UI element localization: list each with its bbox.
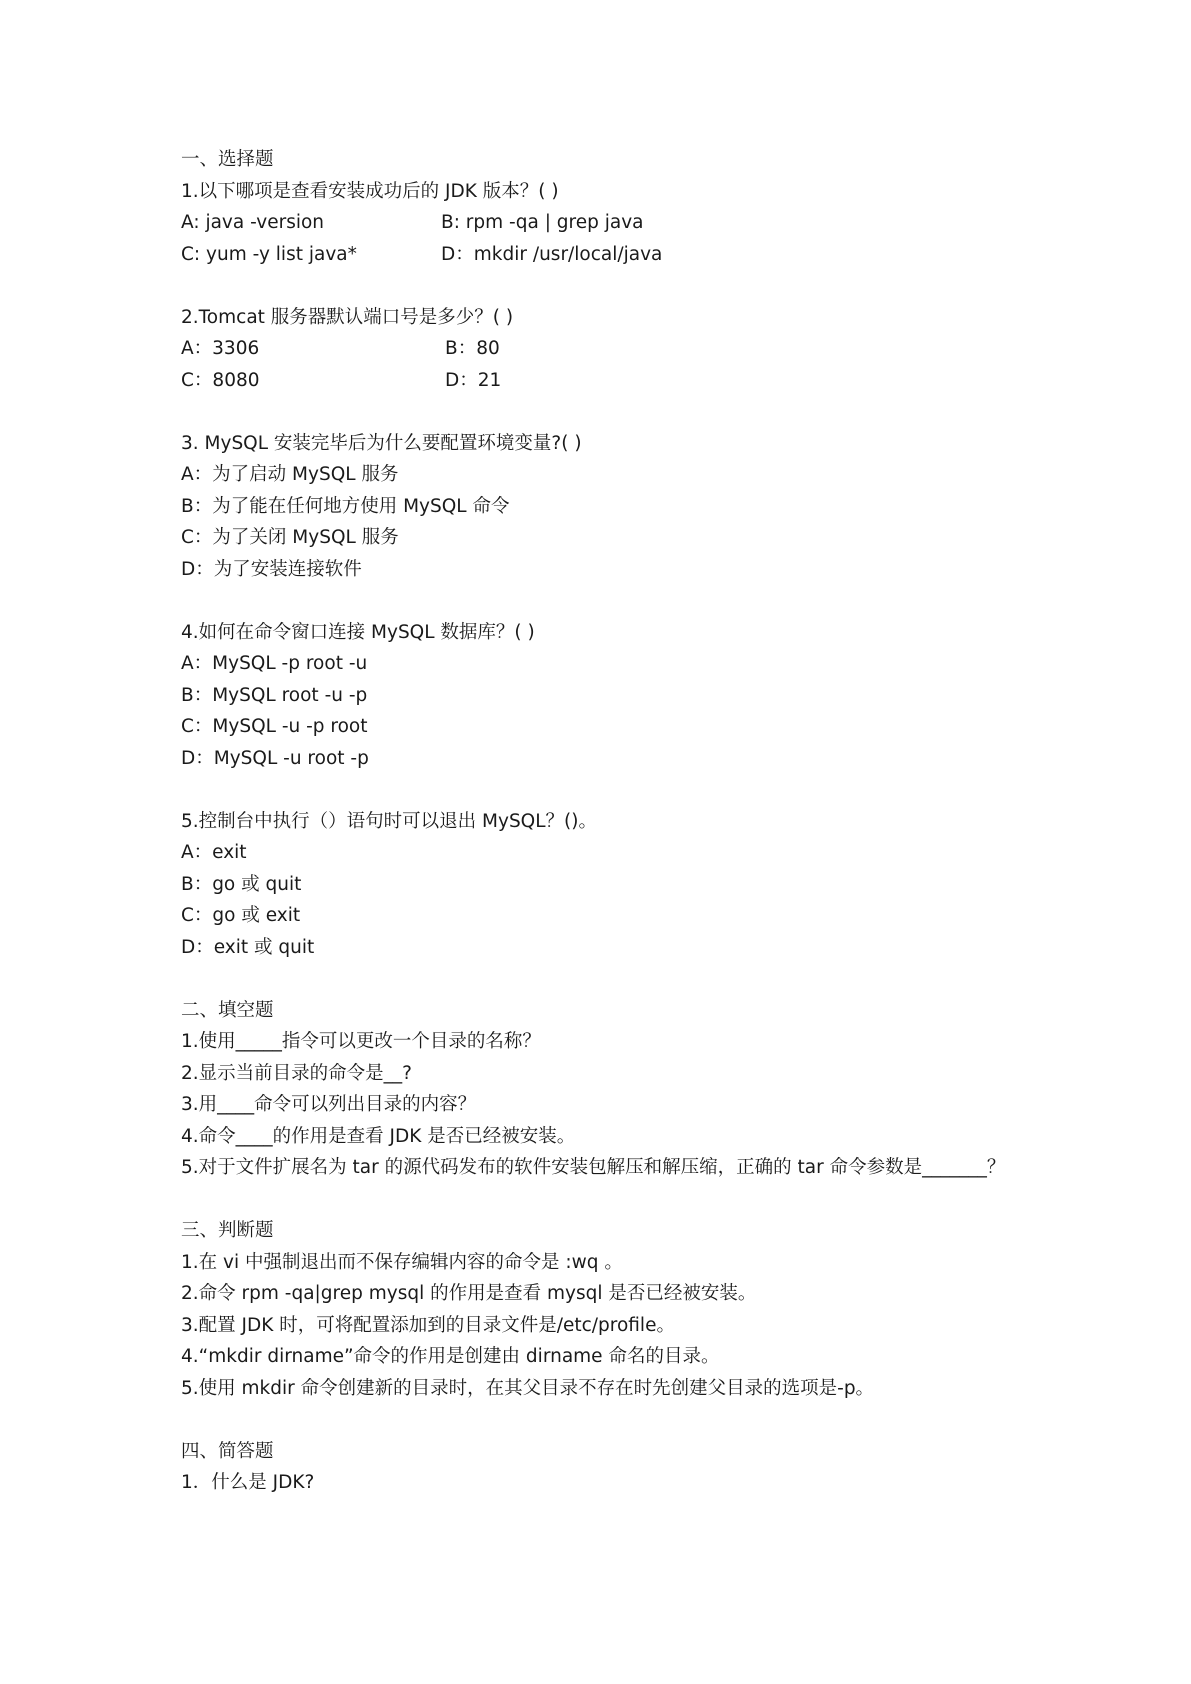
fill-blank-item-4: 4.命令____的作用是查看 JDK 是否已经被安装。 [181, 1125, 576, 1147]
spacer [181, 270, 1031, 302]
fill-blank-item-1: 1.使用_____指令可以更改一个目录的名称？ [181, 1031, 541, 1052]
document-page [181, 144, 1031, 1499]
section-heading-true-false: 三、判断题 [181, 1220, 274, 1241]
question-4-option-b: B：MySQL root -u -p [181, 684, 368, 706]
question-2-option-b: B：80 [445, 338, 500, 359]
spacer [181, 1184, 1031, 1216]
question-2-options-row-2 [181, 365, 1031, 397]
question-5-option-a: A：exit [181, 842, 247, 863]
question-2-stem: 2.Tomcat 服务器默认端口号是多少？( ) [181, 306, 514, 328]
true-false-item-5: 5.使用 mkdir 命令创建新的目录时，在其父目录不存在时先创建父目录的选项是-p。 [181, 1377, 875, 1399]
question-1-option-a: A: java -version [181, 212, 325, 233]
section-heading-fill-blank: 二、填空题 [181, 999, 274, 1021]
question-2-options-row-1 [181, 333, 1031, 365]
true-false-item-2: 2.命令 rpm -qa|grep mysql 的作用是查看 mysql 是否已经被安装。 [181, 1283, 757, 1304]
short-answer-item-1: 1．什么是 JDK? [181, 1472, 315, 1493]
question-5-option-b: B：go 或 quit [181, 873, 302, 895]
question-1-option-b: B: rpm -qa | grep java [441, 212, 644, 233]
question-3-option-c: C：为了关闭 MySQL 服务 [181, 527, 399, 548]
question-3-option-d: D：为了安装连接软件 [181, 558, 362, 580]
question-4-option-c: C：MySQL -u -p root [181, 716, 368, 737]
question-5-stem: 5.控制台中执行（）语句时可以退出 MySQL？()。 [181, 810, 597, 832]
question-1-option-c: C: yum -y list java* [181, 243, 357, 265]
true-false-item-3: 3.配置 JDK 时，可将配置添加到的目录文件是/etc/profile。 [181, 1314, 675, 1336]
spacer [181, 396, 1031, 428]
question-5-option-d: D：exit 或 quit [181, 936, 315, 958]
question-4-stem: 4.如何在命令窗口连接 MySQL 数据库？( ) [181, 621, 535, 643]
question-1-option-d: D：mkdir /usr/local/java [441, 243, 663, 265]
question-5-option-c: C：go 或 exit [181, 905, 301, 926]
question-1-stem: 1.以下哪项是查看安装成功后的 JDK 版本？( ) [181, 180, 559, 202]
spacer [181, 963, 1031, 995]
spacer [181, 1404, 1031, 1436]
question-1-options-row-1 [181, 207, 1031, 239]
question-3-stem: 3. MySQL 安装完毕后为什么要配置环境变量?( ) [181, 432, 582, 454]
question-2-option-a: A：3306 [181, 338, 260, 359]
true-false-item-1: 1.在 vi 中强制退出而不保存编辑内容的命令是 :wq 。 [181, 1251, 623, 1273]
section-heading-choice: 一、选择题 [181, 149, 274, 170]
fill-blank-item-2: 2.显示当前目录的命令是__? [181, 1062, 412, 1084]
question-2-option-c: C：8080 [181, 369, 260, 391]
question-4-option-d: D：MySQL -u root -p [181, 747, 369, 769]
fill-blank-item-3: 3.用____命令可以列出目录的内容？ [181, 1094, 477, 1115]
question-3-option-b: B：为了能在任何地方使用 MySQL 命令 [181, 495, 510, 517]
spacer [181, 774, 1031, 806]
spacer [181, 585, 1031, 617]
section-heading-short-answer: 四、简答题 [181, 1440, 274, 1462]
question-3-option-a: A：为了启动 MySQL 服务 [181, 464, 399, 485]
true-false-item-4: 4.“mkdir dirname”命令的作用是创建由 dirname 命名的目录。 [181, 1346, 720, 1367]
fill-blank-item-5: 5.对于文件扩展名为 tar 的源代码发布的软件安装包解压和解压缩，正确的 tar 命令参数是_______？ [181, 1157, 1006, 1178]
question-4-option-a: A：MySQL -p root -u [181, 653, 368, 674]
question-2-option-d: D：21 [445, 369, 502, 391]
question-1-options-row-2 [181, 239, 1031, 271]
